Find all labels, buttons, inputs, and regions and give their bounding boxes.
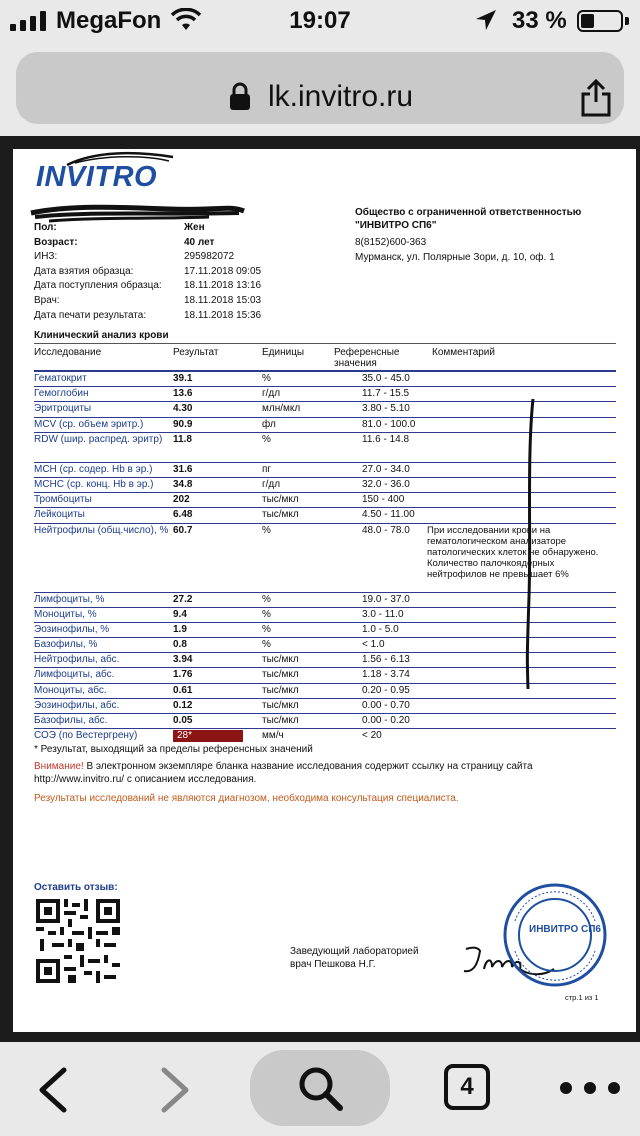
result-value: 4.30 <box>173 403 193 415</box>
col-units: Единицы <box>262 347 305 358</box>
reference-value: 35.0 - 45.0 <box>362 373 410 384</box>
reference-value: 19.0 - 37.0 <box>362 593 410 605</box>
result-value: 27.2 <box>173 593 193 605</box>
url-text[interactable]: lk.invitro.ru <box>268 80 414 113</box>
study-name[interactable]: Базофилы, абс. <box>34 715 108 726</box>
unit-value: тыс/мкл <box>262 669 299 681</box>
share-icon[interactable] <box>579 78 613 118</box>
doctor-label: Врач: <box>34 294 60 306</box>
attention-tail: с описанием исследования. <box>126 774 257 785</box>
unit-value: тыс/мкл <box>262 509 299 521</box>
result-value: 39.1 <box>173 373 193 384</box>
sex-label: Пол: <box>34 222 57 233</box>
study-name[interactable]: СОЭ (по Вестергрену) <box>34 730 138 742</box>
reference-value: 1.18 - 3.74 <box>362 669 410 681</box>
result-value: 3.94 <box>173 654 193 666</box>
table-row <box>34 728 616 743</box>
receipt-date-label: Дата поступления образца: <box>34 280 162 292</box>
back-icon[interactable] <box>34 1066 72 1114</box>
reference-value: 1.0 - 5.0 <box>362 623 399 635</box>
inz-label: ИНЗ: <box>34 251 58 263</box>
col-study: Исследование <box>34 347 102 358</box>
study-name[interactable]: Нейтрофилы, абс. <box>34 654 120 666</box>
invitro-link[interactable]: http://www.invitro.ru/ <box>34 774 125 785</box>
doctor-value: 18.11.2018 15:03 <box>184 294 262 306</box>
study-name[interactable]: Моноциты, абс. <box>34 684 107 696</box>
receipt-date-value: 18.11.2018 13:16 <box>184 280 262 292</box>
carrier-name: MegaFon <box>56 7 162 34</box>
unit-value: % <box>262 639 271 651</box>
invitro-logo: INVITRO <box>36 161 158 193</box>
footnote: * Результат, выходящий за пределы референсных значений <box>34 744 313 755</box>
study-name[interactable]: Нейтрофилы (общ.число), % <box>34 524 169 536</box>
location-arrow-icon <box>474 9 498 31</box>
forward-icon[interactable] <box>156 1066 194 1114</box>
result-value: 34.8 <box>173 478 193 490</box>
study-name[interactable]: Эозинофилы, % <box>34 623 110 635</box>
unit-value: % <box>262 608 271 620</box>
search-button[interactable] <box>250 1050 390 1126</box>
browser-toolbar <box>0 1042 640 1136</box>
unit-value: пг <box>262 463 272 475</box>
study-name[interactable]: Гематокрит <box>34 373 87 384</box>
battery-fill <box>581 14 594 28</box>
signer-name: врач Пешкова Н.Г. <box>290 959 376 970</box>
pen-mark <box>519 397 539 692</box>
patient-info <box>34 221 334 323</box>
reference-value: 27.0 - 34.0 <box>362 463 410 475</box>
study-name[interactable]: Тромбоциты <box>34 494 92 506</box>
reference-value: 81.0 - 100.0 <box>362 418 416 430</box>
study-name[interactable]: Эозинофилы, абс. <box>34 699 120 711</box>
result-value: 1.9 <box>173 623 187 635</box>
col-result: Результат <box>173 347 219 358</box>
reference-value: 3.80 - 5.10 <box>362 403 410 415</box>
result-value: 13.6 <box>173 388 193 400</box>
result-value: 1.76 <box>173 669 193 681</box>
reference-value: 0.00 - 0.70 <box>362 699 410 711</box>
unit-value: тыс/мкл <box>262 699 299 711</box>
disclaimer: Результаты исследований не являются диагнозом, необходима консультация специалиста. <box>34 793 459 804</box>
result-value: 202 <box>173 494 190 506</box>
result-value: 11.8 <box>173 433 192 445</box>
result-value: 90.9 <box>173 418 193 430</box>
unit-value: г/дл <box>262 388 281 400</box>
reference-value: 1.56 - 6.13 <box>362 654 410 666</box>
study-name[interactable]: MCH (ср. содер. Hb в эр.) <box>34 463 153 475</box>
reference-value: < 1.0 <box>362 639 385 651</box>
organization-info <box>355 206 625 264</box>
reference-value: 48.0 - 78.0 <box>362 524 410 536</box>
feedback-label: Оставить отзыв: <box>34 882 118 893</box>
reference-value: 11.6 - 14.8 <box>362 433 410 445</box>
battery-icon <box>577 10 623 32</box>
table-row <box>34 713 616 728</box>
stamp-icon <box>501 881 609 989</box>
unit-value: % <box>262 623 271 635</box>
status-bar <box>0 0 640 40</box>
result-value: 9.4 <box>173 608 187 620</box>
unit-value: мм/ч <box>262 730 284 742</box>
print-date-value: 18.11.2018 15:36 <box>184 309 262 321</box>
results-table-header <box>34 347 616 371</box>
reference-value: < 20 <box>362 730 382 742</box>
signer-title: Заведующий лабораторией <box>290 946 419 957</box>
address-bar[interactable] <box>16 52 624 124</box>
unit-value: тыс/мкл <box>262 684 299 696</box>
unit-value: г/дл <box>262 478 281 490</box>
org-name-line2: "ИНВИТРО СП6" <box>355 220 437 231</box>
signer <box>290 945 419 971</box>
lock-icon <box>230 82 250 112</box>
sex-value: Жен <box>184 222 205 233</box>
unit-value: % <box>262 524 271 536</box>
clock: 19:07 <box>289 7 351 34</box>
reference-value: 11.7 - 15.5 <box>362 388 410 400</box>
unit-value: тыс/мкл <box>262 715 299 726</box>
study-name[interactable]: Базофилы, % <box>34 639 98 651</box>
col-reference: Референсные значения <box>334 347 400 369</box>
col-comment: Комментарий <box>432 347 495 358</box>
org-name-line1: Общество с ограниченной ответственностью <box>355 207 582 218</box>
result-value: 60.7 <box>173 524 193 536</box>
result-value: 0.05 <box>173 715 193 726</box>
flagged-result-value: 28* <box>173 730 243 742</box>
unit-value: % <box>262 433 271 445</box>
org-address: Мурманск, ул. Полярные Зори, д. 10, оф. 1 <box>355 252 555 263</box>
more-icon[interactable] <box>560 1082 620 1096</box>
study-name[interactable]: Моноциты, % <box>34 608 97 620</box>
qr-code-icon[interactable] <box>34 897 122 985</box>
unit-value: тыс/мкл <box>262 494 299 506</box>
result-value: 0.12 <box>173 699 193 711</box>
browser-address-area <box>0 40 640 136</box>
lab-report-page <box>13 149 636 1032</box>
reference-value: 0.00 - 0.20 <box>362 715 410 726</box>
sample-date-value: 17.11.2018 09:05 <box>184 265 262 277</box>
study-name[interactable]: Эритроциты <box>34 403 92 415</box>
reference-value: 150 - 400 <box>362 494 405 506</box>
unit-value: фл <box>262 418 276 430</box>
result-value: 31.6 <box>173 463 193 475</box>
search-icon <box>296 1064 344 1112</box>
attention-text: В электронном экземпляре бланка название исследования содержит ссылку на страницу сайта <box>86 761 533 772</box>
print-date-label: Дата печати результата: <box>34 309 147 321</box>
reference-value: 0.20 - 0.95 <box>362 684 410 696</box>
unit-value: тыс/мкл <box>262 654 299 666</box>
comment-text: При исследовании крови на гематологическом анализаторе патологических клеток не обнаружено. Количество палочкоядерных нейтрофилов не превышает 6% <box>427 524 599 580</box>
battery-cap <box>625 17 629 25</box>
reference-value: 3.0 - 11.0 <box>362 608 404 620</box>
org-phone: 8(8152)600-363 <box>355 237 427 248</box>
tabs-button[interactable]: 4 <box>444 1064 490 1110</box>
stamp-label: ИНВИТРО СП6 <box>529 924 601 935</box>
sample-date-label: Дата взятия образца: <box>34 265 134 277</box>
table-row <box>34 698 616 713</box>
study-name[interactable]: Гемоглобин <box>34 388 89 400</box>
result-value: 0.61 <box>173 684 193 696</box>
age-label: Возраст: <box>34 236 78 248</box>
study-name[interactable]: MCV (ср. объем эритр.) <box>34 418 144 430</box>
header-divider <box>34 343 616 344</box>
attention-note <box>34 760 594 786</box>
battery-percentage: 33 % <box>512 7 567 34</box>
attention-label: Внимание! <box>34 761 84 772</box>
reference-value: 32.0 - 36.0 <box>362 478 410 490</box>
unit-value: млн/мкл <box>262 403 301 415</box>
unit-value: % <box>262 373 271 384</box>
page-number: стр.1 из 1 <box>565 993 599 1002</box>
study-name[interactable]: RDW (шир. распред. эритр) <box>34 433 163 445</box>
study-name[interactable]: Лимфоциты, % <box>34 593 105 605</box>
result-value: 6.48 <box>173 509 193 521</box>
age-value: 40 лет <box>184 236 215 248</box>
unit-value: % <box>262 593 271 605</box>
study-name[interactable]: MCHC (ср. конц. Hb в эр.) <box>34 478 154 490</box>
study-name[interactable]: Лейкоциты <box>34 509 85 521</box>
result-value: 0.8 <box>173 639 187 651</box>
reference-value: 4.50 - 11.00 <box>362 509 415 521</box>
inz-value: 295982072 <box>184 251 235 263</box>
study-name[interactable]: Лимфоциты, абс. <box>34 669 115 681</box>
section-title: Клинический анализ крови <box>34 330 169 341</box>
table-row <box>34 371 616 386</box>
